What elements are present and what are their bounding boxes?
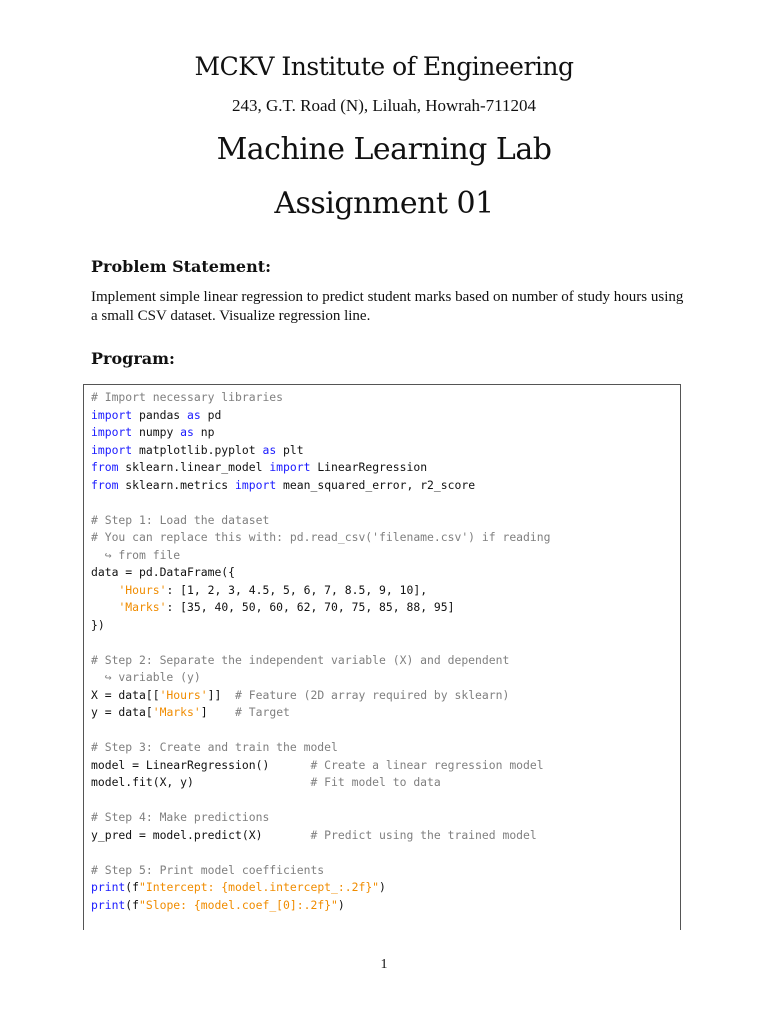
code-line — [91, 564, 550, 582]
code-text: ) — [379, 880, 386, 894]
code-line — [91, 669, 550, 687]
code-comment: # You can replace this with: pd.read_csv('filename.csv') if reading — [91, 530, 551, 544]
code-comment: ↪ variable (y) — [91, 670, 201, 684]
code-line — [91, 547, 550, 565]
assignment-title: Assignment 01 — [274, 186, 494, 221]
code-block — [83, 384, 681, 930]
code-text: sklearn.metrics — [118, 477, 236, 492]
program-heading: Program: — [91, 349, 175, 368]
institute-name: MCKV Institute of Engineering — [194, 52, 574, 81]
code-text: sklearn.linear_model — [118, 460, 270, 474]
code-text: data = pd.DataFrame({ — [91, 565, 236, 579]
page-number: 1 — [380, 957, 388, 972]
code-text: pandas — [132, 407, 188, 422]
code-line — [91, 442, 550, 460]
code-line — [91, 844, 550, 862]
code-text: LinearRegression — [310, 460, 428, 474]
code-keyword: as — [262, 442, 277, 457]
code-text: numpy — [132, 425, 181, 439]
code-line — [91, 792, 550, 810]
problem-text: Implement simple linear regression to predict student marks based on number of study hours using a small CSV dataset. Visualize regression line. — [91, 289, 684, 324]
code-comment: # Step 4: Make predictions — [91, 810, 270, 824]
code-text: ]] — [207, 687, 236, 702]
code-line — [91, 704, 550, 722]
code-comment: # Feature (2D array required by sklearn) — [235, 687, 510, 702]
code-text: X = data[[ — [91, 687, 160, 702]
code-text: pd — [200, 407, 222, 422]
code-text: (f — [125, 897, 140, 912]
code-text: model.fit(X, y) — [91, 775, 311, 789]
problem-heading: Problem Statement: — [91, 257, 271, 276]
code-comment: # Step 1: Load the dataset — [91, 512, 270, 527]
code-listing — [91, 389, 550, 914]
code-keyword: import — [235, 477, 277, 492]
code-line — [91, 879, 550, 897]
code-line — [91, 862, 550, 880]
code-keyword: print — [91, 897, 126, 912]
code-keyword: from — [91, 460, 119, 474]
code-line — [91, 757, 550, 775]
code-line — [91, 494, 550, 512]
code-comment: # Import necessary libraries — [91, 390, 284, 404]
code-line — [91, 407, 550, 425]
code-text: matplotlib.pyplot — [132, 442, 263, 457]
code-line — [91, 617, 550, 635]
code-line — [91, 477, 550, 495]
code-line — [91, 582, 550, 600]
code-keyword: from — [91, 477, 119, 492]
code-text: : [35, 40, 50, 60, 62, 70, 75, 85, 88, 95] — [166, 600, 455, 614]
course-title: Machine Learning Lab — [216, 132, 552, 167]
code-text: : [1, 2, 3, 4.5, 5, 6, 7, 8.5, 9, 10], — [166, 582, 428, 597]
code-text: ) — [337, 897, 345, 912]
code-line — [91, 599, 550, 617]
code-line — [91, 512, 550, 530]
code-comment: # Step 2: Separate the independent variable (X) and dependent — [91, 652, 510, 667]
code-line — [91, 827, 550, 845]
code-line — [91, 687, 550, 705]
code-comment: # Step 3: Create and train the model — [91, 740, 338, 754]
code-comment: # Target — [235, 705, 290, 719]
code-line — [91, 389, 550, 407]
code-comment: # Create a linear regression model — [310, 757, 544, 772]
institute-address: 243, G.T. Road (N), Liluah, Howrah-711204 — [231, 96, 537, 115]
code-line — [91, 529, 550, 547]
code-text: y = data[ — [91, 705, 153, 719]
code-keyword: print — [91, 880, 126, 894]
code-string: 'Hours' — [159, 687, 208, 702]
code-text: ] — [200, 705, 236, 719]
code-string: 'Hours' — [118, 582, 167, 597]
code-line — [91, 897, 550, 915]
code-comment: # Predict using the trained model — [310, 827, 537, 842]
code-line — [91, 739, 550, 757]
code-text — [91, 600, 118, 614]
code-keyword: import — [269, 460, 311, 474]
code-line — [91, 722, 550, 740]
code-text: }) — [91, 617, 105, 632]
code-string: 'Marks' — [118, 600, 167, 614]
code-comment: ↪ from file — [91, 547, 181, 562]
code-string: "Intercept: {model.intercept_:.2f}" — [139, 880, 380, 894]
code-line — [91, 459, 550, 477]
code-text: np — [193, 425, 215, 439]
code-line — [91, 652, 550, 670]
code-keyword: import — [91, 425, 133, 439]
code-text: (f — [125, 880, 140, 894]
code-comment: # Fit model to data — [310, 775, 441, 789]
code-comment: # Step 5: Print model coefficients — [91, 862, 325, 877]
code-keyword: import — [91, 407, 133, 422]
code-text: mean_squared_error, r2_score — [276, 477, 476, 492]
code-keyword: import — [91, 442, 133, 457]
code-string: "Slope: {model.coef_[0]:.2f}" — [139, 897, 338, 912]
code-text: model = LinearRegression() — [91, 757, 311, 772]
code-text — [91, 583, 118, 597]
code-line — [91, 809, 550, 827]
code-keyword: as — [187, 407, 201, 422]
code-text: y_pred = model.predict(X) — [91, 827, 311, 842]
code-string: 'Marks' — [152, 705, 201, 719]
code-line — [91, 634, 550, 652]
code-text: plt — [276, 442, 304, 457]
code-line — [91, 774, 550, 792]
code-keyword: as — [180, 425, 194, 439]
code-line — [91, 424, 550, 442]
